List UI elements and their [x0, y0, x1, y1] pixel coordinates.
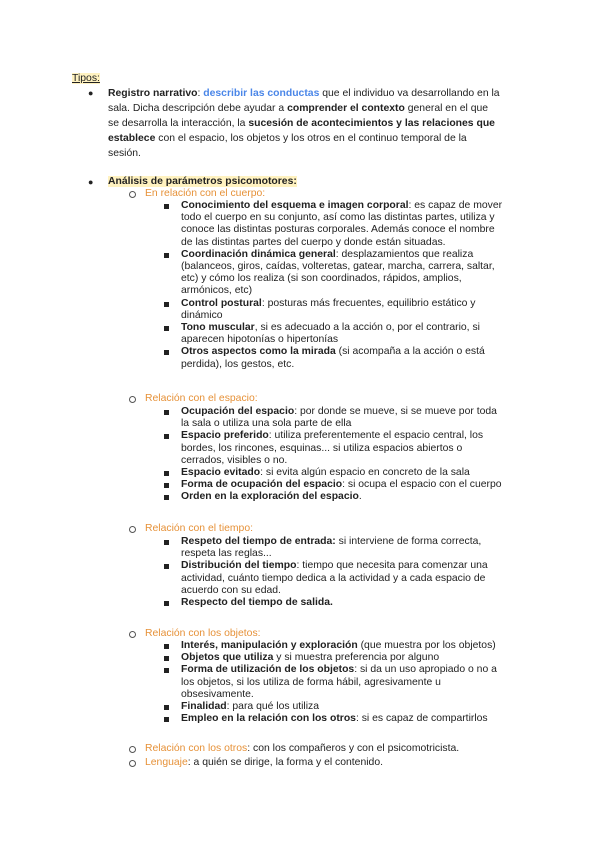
list-item [181, 560, 526, 597]
item-continuation: respeta las reglas... [181, 548, 272, 560]
item-text: . [358, 491, 362, 503]
item-bold: Coordinación dinámica general [181, 248, 336, 260]
item-continuation: acuerdo con su edad. [181, 584, 281, 596]
list-item [181, 249, 526, 298]
item-continuation: aparecen hipotonías o hipertonías [181, 334, 339, 346]
item-text: : si ocupa el espacio con el cuerpo [342, 479, 502, 491]
tipos-label: Tipos: [72, 73, 100, 84]
cuerpo-label: En relación con el cuerpo: [145, 188, 266, 199]
bullet-square [164, 410, 169, 415]
registro-bold-1: comprender el contexto [287, 103, 405, 114]
item-continuation: conoce las distintas posturas corporales. Además conoce el nombre [181, 224, 495, 236]
subsection-cuerpo [145, 186, 265, 201]
item-text: : posturas más frecuentes, equilibrio estático y [261, 297, 476, 309]
subsection-objetos [145, 626, 261, 641]
item-text: : si da un uso apropiado o no a [354, 664, 497, 676]
bullet-square [164, 204, 169, 209]
registro-text-6: sesión. [108, 148, 141, 159]
registro-highlight: describir las conductas [203, 88, 320, 99]
espacio-label: Relación con el espacio: [145, 393, 258, 404]
bullet-square [164, 668, 169, 673]
bullet-square [164, 483, 169, 488]
item-text: (que muestra por los objetos) [357, 640, 496, 651]
item-text: y si muestra preferencia por alguno [273, 652, 440, 664]
item-bold: Ocupación del espacio [181, 406, 295, 417]
item-bold: Objetos que utiliza [181, 652, 274, 664]
bullet-dot: ● [88, 88, 94, 98]
list-item [181, 640, 526, 652]
item-bold: Orden en la exploración del espacio [181, 491, 359, 503]
registro-sep: : [197, 88, 204, 99]
subsection-lenguaje [145, 755, 383, 770]
item-bold: Forma de ocupación del espacio [181, 479, 343, 491]
item-bold: Finalidad [181, 701, 227, 712]
section-title-tipos [72, 71, 100, 86]
registro-bold-2: sucesión de acontecimientos y las relaciones que [248, 118, 495, 129]
list-item [181, 467, 526, 479]
item-text: : si evita algún espacio en concreto de la sala [260, 467, 470, 478]
subsection-tiempo [145, 521, 253, 536]
item-text: (si acompaña a la acción o está [335, 346, 485, 358]
item-continuation: los objetos, si los utiliza de forma hábil, agresivamente u [181, 676, 441, 688]
bullet-circle [129, 631, 136, 638]
item-bold: Interés, manipulación y exploración [181, 640, 358, 651]
bullet-square [164, 253, 169, 258]
item-continuation: todo el cuerpo en su conjunto, así como las distintas partes, utiliza y [181, 212, 495, 224]
list-item [181, 406, 526, 430]
bullet-circle [129, 746, 136, 753]
list-item [181, 536, 526, 560]
bullet-square [164, 350, 169, 355]
item-bold: Otros aspectos como la mirada [181, 346, 336, 358]
item-text: : utiliza preferentemente el espacio central, los [268, 430, 484, 442]
item-text: si interviene de forma correcta, [335, 536, 482, 547]
item-text: : si es capaz de compartirlos [355, 713, 488, 725]
list-item [181, 664, 526, 701]
bullet-square [164, 495, 169, 500]
list-item [181, 200, 526, 249]
item-continuation: obsesivamente. [181, 688, 254, 700]
registro-text-2: sala. Dicha descripción debe ayudar a [108, 103, 288, 114]
item-bold: Empleo en la relación con los otros [181, 713, 356, 725]
bullet-square [164, 540, 169, 545]
bullet-dot: ● [88, 177, 94, 187]
item-continuation: etc) y cómo los realiza (si son coordinados, rápidos, amplios, [181, 273, 462, 285]
bullet-square [164, 471, 169, 476]
item-continuation: de las distintas partes del cuerpo y donde están situadas. [181, 236, 446, 248]
otros-text: : con los compañeros y con el psicomotricista. [247, 743, 460, 754]
registro-text-3: general en el que [404, 103, 489, 114]
item-text: : por donde se mueve, si se mueve por toda [294, 406, 497, 417]
subsection-espacio [145, 391, 258, 406]
item-text: , si es adecuado a la acción o, por el contrario, si [254, 322, 480, 333]
lenguaje-text: : a quién se dirige, la forma y el contenido. [187, 757, 383, 768]
list-item [181, 322, 526, 346]
registro-title: Registro narrativo [108, 88, 198, 99]
bullet-square [164, 656, 169, 661]
bullet-square [164, 564, 169, 569]
list-item [181, 713, 526, 725]
lenguaje-label: Lenguaje [145, 757, 188, 768]
bullet-circle [129, 526, 136, 533]
item-continuation: actividad, cuánto tiempo dedica a la actividad y a cada espacio de [181, 572, 486, 584]
list-item [181, 479, 526, 491]
registro-text-4: se desarrolla la interacción, la [108, 118, 249, 129]
item-continuation: cerrados, visibles o no. [181, 454, 288, 466]
bullet-circle [129, 760, 136, 767]
item-continuation: la sala o utiliza una sola parte de ella [181, 418, 352, 430]
analisis-title-text: Análisis de parámetros psicomotores: [108, 176, 297, 187]
bullet-circle [129, 191, 136, 198]
registro-bold-3: establece [108, 133, 156, 144]
list-item [181, 652, 526, 664]
bullet-square [164, 302, 169, 307]
list-item [181, 346, 526, 370]
list-item [181, 701, 526, 713]
subsection-otros [145, 741, 459, 756]
item-bold: Respecto del tiempo de salida. [181, 597, 333, 608]
bullet-square [164, 644, 169, 649]
item-bold: Espacio preferido [181, 430, 269, 442]
item-continuation: dinámico [181, 309, 223, 321]
item-continuation: (balanceos, giros, caídas, volteretas, gatear, marcha, carrera, saltar, [181, 261, 495, 272]
list-item [181, 298, 526, 322]
bullet-square [164, 705, 169, 710]
item-bold: Espacio evitado [181, 467, 261, 478]
item-continuation: armónicos, etc) [181, 285, 253, 297]
item-text: : desplazamientos que realiza [335, 248, 474, 260]
item-text: : es capaz de mover [408, 200, 503, 211]
item-bold: Respeto del tiempo de entrada: [181, 536, 336, 547]
item-bold: Forma de utilización de los objetos [181, 664, 355, 676]
list-item [181, 491, 526, 503]
bullet-circle [129, 396, 136, 403]
list-item [181, 597, 526, 609]
item-bold: Distribución del tiempo [181, 560, 297, 572]
bullet-square [164, 601, 169, 606]
registro-text-5: con el espacio, los objetos y los otros en el continuo temporal de la [155, 133, 467, 144]
list-item [181, 430, 526, 467]
item-bold: Control postural [181, 297, 262, 309]
bullet-square [164, 326, 169, 331]
item-bold: Conocimiento del esquema e imagen corporal [181, 200, 409, 211]
objetos-label: Relación con los objetos: [145, 628, 261, 639]
item-continuation: bordes, los rincones, esquinas... si utiliza espacios abiertos o [181, 442, 463, 454]
registro-text-1: que el individuo va desarrollando en la [319, 88, 500, 99]
item-continuation: perdida), los gestos, etc. [181, 358, 295, 370]
tiempo-label: Relación con el tiempo: [145, 523, 254, 534]
item-bold: Tono muscular [181, 322, 255, 333]
item-text: : para qué los utiliza [226, 701, 320, 712]
otros-label: Relación con los otros [145, 743, 248, 754]
bullet-square [164, 434, 169, 439]
registro-paragraph [108, 86, 548, 161]
bullet-square [164, 717, 169, 722]
item-text: : tiempo que necesita para comenzar una [296, 560, 488, 572]
